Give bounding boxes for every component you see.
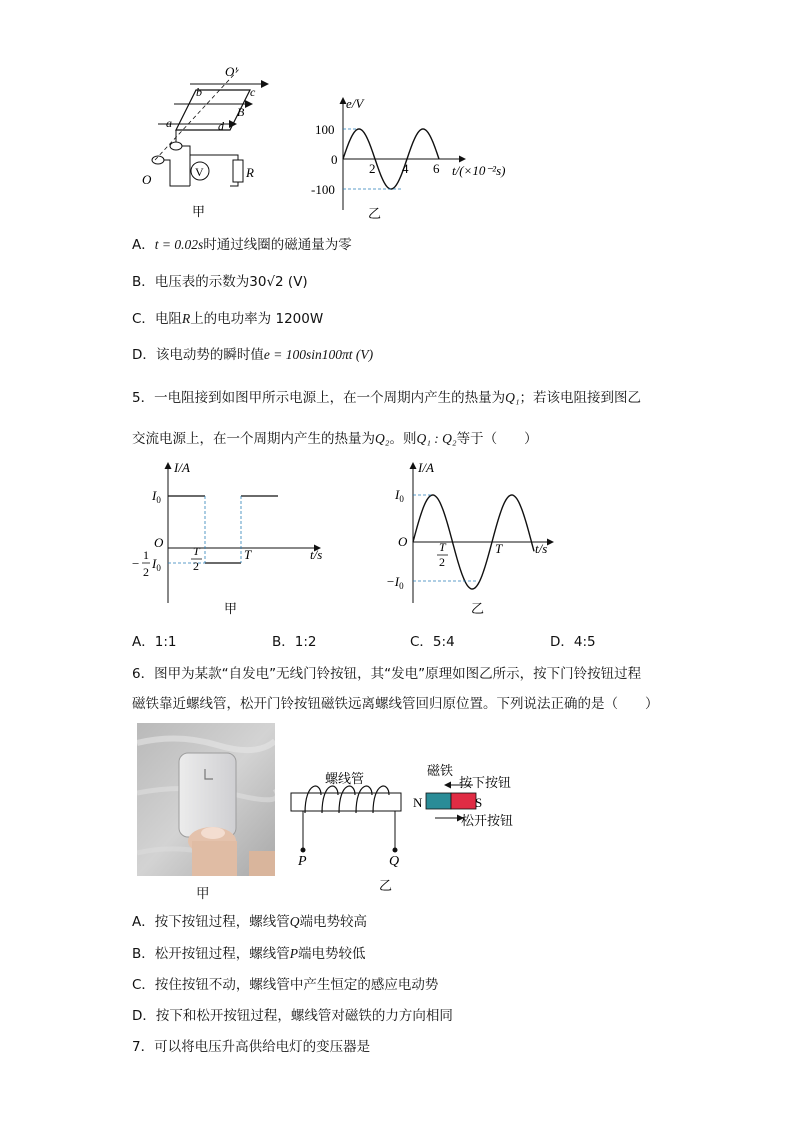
q4-figure-generator <box>130 60 280 225</box>
terminal-Q <box>393 848 398 853</box>
tick-neg-half-den: 2 <box>143 565 149 579</box>
label-magnet: 磁铁 <box>427 764 454 779</box>
origin: O <box>154 535 164 550</box>
label-release: 松开按钮 <box>461 814 514 829</box>
q4-option-A[interactable]: A．t = 0.02s时通过线圈的磁通量为零 <box>132 237 352 253</box>
q4-option-D[interactable]: D．该电动势的瞬时值e = 100sin100πt (V) <box>132 347 374 363</box>
q5-option-A[interactable]: A．1:1 <box>132 634 177 650</box>
xlabel: t/(×10⁻²s) <box>452 163 506 178</box>
resistor-R <box>233 160 243 182</box>
tick-T-half-num: T <box>193 544 200 558</box>
magnet-north <box>426 793 451 809</box>
q6-photo-doorbell <box>137 723 275 876</box>
label-a: a <box>166 116 172 130</box>
caption-yi: 乙 <box>368 207 382 222</box>
label-b: b <box>196 85 202 99</box>
tick-0: 0 <box>331 152 338 167</box>
tick-neg-half-I0: $I_0$ <box>152 556 161 573</box>
q6-option-B[interactable]: B．松开按钮过程，螺线管P端电势较低 <box>132 946 366 962</box>
q7-stem: 7．可以将电压升高供给电灯的变压器是 <box>132 1039 371 1055</box>
q6-option-D[interactable]: D．按下和松开按钮过程，螺线管对磁铁的力方向相同 <box>132 1008 453 1024</box>
label-V: V <box>195 165 204 179</box>
tick-4: 4 <box>402 161 409 176</box>
origin: O <box>398 534 408 549</box>
tick-neg100: -100 <box>311 182 335 197</box>
label-R: R <box>246 165 254 180</box>
label-c: c <box>250 85 256 99</box>
label-O-prime: O′ <box>225 64 238 79</box>
tick-T-half-num: T <box>439 540 446 554</box>
label-O: O <box>142 172 152 187</box>
label-S: S <box>475 795 483 810</box>
label-solenoid: 螺线管 <box>325 772 365 787</box>
tick-2: 2 <box>369 161 376 176</box>
tick-neg-half-minus: − <box>132 556 140 571</box>
slip-ring <box>152 156 164 164</box>
terminal-P <box>301 848 306 853</box>
slip-ring <box>170 142 182 150</box>
ylabel: e/V <box>346 96 364 111</box>
xlabel: t/s <box>535 541 548 556</box>
tick-100: 100 <box>315 122 335 137</box>
q5-option-B[interactable]: B．1:2 <box>272 634 317 650</box>
q5-figure-square-wave <box>130 455 340 620</box>
q5-stem-line1: 5．一电阻接到如图甲所示电源上，在一个周期内产生的热量为Q₁；若该电阻接到图乙 <box>132 390 642 406</box>
tick-I0: $I_0$ <box>152 488 161 505</box>
q6-option-A[interactable]: A．按下按钮过程，螺线管Q端电势较高 <box>132 914 367 930</box>
doorbell-button <box>179 753 236 837</box>
tick-I0: $I_0$ <box>395 487 404 504</box>
q5-option-D[interactable]: D．4:5 <box>550 634 596 650</box>
q5-stem-line2: 交流电源上，在一个周期内产生的热量为Q₂。则Q₁ : Q₂等于（ ） <box>132 431 538 447</box>
q4-option-B[interactable]: B．电压表的示数为30√2 (V) <box>132 274 308 290</box>
rotation-axis <box>155 68 240 160</box>
tick-negI0: $-I_0$ <box>386 574 404 591</box>
label-press: 按下按钮 <box>459 776 512 791</box>
q6-stem-line2: 磁铁靠近螺线管，松开门铃按钮磁铁远离螺线管回归原位置。下列说法正确的是（ ） <box>132 696 659 712</box>
label-d: d <box>218 119 224 133</box>
tick-T-half-den: 2 <box>193 559 199 573</box>
caption-yi: 乙 <box>471 602 485 617</box>
q6-stem-line1: 6．图甲为某款“自发电”无线门铃按钮，其“发电”原理如图乙所示，按下门铃按钮过程 <box>132 666 642 682</box>
q4-figure-emf-graph <box>300 90 530 225</box>
tick-T-half-den: 2 <box>439 555 445 569</box>
tick-T: T <box>244 547 252 562</box>
ylabel: I/A <box>174 460 190 475</box>
caption-jia: 甲 <box>192 205 206 220</box>
q5-figure-sine-wave <box>378 455 578 620</box>
label-B: B <box>237 105 245 119</box>
magnet-south <box>451 793 476 809</box>
caption-jia: 甲 <box>224 602 238 617</box>
tick-6: 6 <box>433 161 440 176</box>
ylabel: I/A <box>418 460 434 475</box>
q6-figure-solenoid <box>285 755 540 895</box>
q5-option-C[interactable]: C．5:4 <box>410 634 455 650</box>
caption-yi: 乙 <box>379 879 393 894</box>
tick-T: T <box>495 541 503 556</box>
q6-caption-jia: 甲 <box>196 886 210 902</box>
q4-option-C[interactable]: C．电阻R上的电功率为 1200W <box>132 311 324 327</box>
label-P: P <box>298 854 307 869</box>
label-Q: Q <box>389 854 400 869</box>
q6-option-C[interactable]: C．按住按钮不动，螺线管中产生恒定的感应电动势 <box>132 977 439 993</box>
tick-neg-half-num: 1 <box>143 548 149 562</box>
label-N: N <box>413 795 423 810</box>
xlabel: t/s <box>310 547 323 562</box>
